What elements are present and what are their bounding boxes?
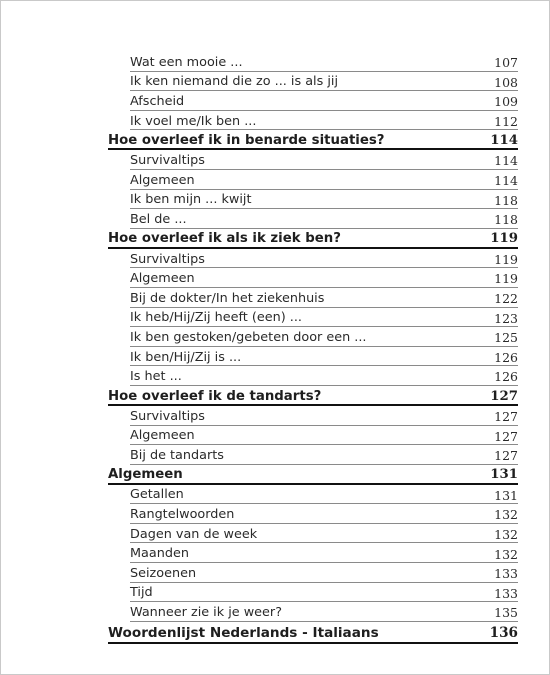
toc-entry — [130, 445, 518, 465]
toc-page-number: 114 — [490, 133, 518, 149]
toc-entry-title: Ik ben gestoken/gebeten door een ... — [130, 329, 367, 345]
toc-entry — [130, 543, 518, 563]
toc-page-number: 132 — [494, 507, 518, 523]
toc-entry-title: Survivaltips — [130, 153, 205, 169]
toc-page-number: 114 — [494, 173, 518, 189]
toc-entry-title: Is het ... — [130, 369, 182, 385]
toc-section-title: Hoe overleef ik in benarde situaties? — [108, 133, 385, 149]
toc-entry — [130, 91, 518, 111]
toc-entry — [130, 249, 518, 269]
toc-section-title: Algemeen — [108, 467, 183, 483]
toc-page-number: 109 — [494, 94, 518, 110]
toc-entry — [130, 52, 518, 72]
toc-entry — [130, 347, 518, 367]
toc-section-title: Hoe overleef ik als ik ziek ben? — [108, 231, 341, 247]
toc-page-number: 119 — [490, 231, 518, 247]
toc-page-number: 108 — [494, 74, 518, 90]
toc-entry-title: Ik ben/Hij/Zij is ... — [130, 349, 242, 365]
toc-entry — [130, 583, 518, 603]
toc-entry — [130, 72, 518, 92]
toc-page-number: 125 — [494, 330, 518, 346]
table-of-contents — [108, 52, 518, 644]
toc-section-heading — [108, 465, 518, 485]
toc-entry — [130, 150, 518, 170]
toc-entry-title: Bij de tandarts — [130, 447, 224, 463]
toc-entry — [130, 602, 518, 622]
toc-entry — [130, 268, 518, 288]
toc-section-title: Hoe overleef ik de tandarts? — [108, 388, 322, 404]
toc-page-number: 131 — [494, 487, 518, 503]
toc-page-number: 122 — [494, 291, 518, 307]
toc-page-number: 133 — [494, 585, 518, 601]
toc-section-heading — [108, 130, 518, 150]
toc-entry — [130, 563, 518, 583]
toc-entry — [130, 504, 518, 524]
toc-entry-title: Dagen van de week — [130, 526, 258, 542]
toc-entry-title: Seizoenen — [130, 565, 197, 581]
toc-page-number: 127 — [494, 409, 518, 424]
toc-section-title: Woordenlijst Nederlands - Italiaans — [108, 625, 379, 642]
toc-entry-title: Wat een mooie ... — [130, 54, 243, 70]
toc-entry-title: Algemeen — [130, 172, 195, 188]
toc-page-number: 127 — [494, 428, 518, 444]
toc-page-number: 118 — [494, 212, 518, 228]
toc-entry — [130, 288, 518, 308]
toc-entry — [130, 111, 518, 131]
toc-entry-title: Survivaltips — [130, 408, 205, 424]
toc-page-number: 135 — [494, 605, 518, 621]
toc-entry-title: Survivaltips — [130, 251, 205, 267]
toc-entry-title: Bel de ... — [130, 211, 187, 227]
toc-page-number: 131 — [490, 467, 518, 483]
toc-page-number: 119 — [494, 251, 518, 267]
toc-page-number: 132 — [494, 546, 518, 562]
toc-page-number: 123 — [494, 310, 518, 326]
toc-page-number: 126 — [494, 349, 518, 365]
toc-entry-title: Getallen — [130, 487, 184, 503]
toc-entry — [130, 485, 518, 505]
toc-page-number: 114 — [494, 153, 518, 169]
toc-section-heading — [108, 229, 518, 249]
toc-entry — [130, 426, 518, 446]
toc-entry — [130, 190, 518, 210]
toc-page-number: 136 — [489, 625, 518, 642]
toc-page-number: 118 — [494, 192, 518, 208]
toc-entry — [130, 308, 518, 328]
toc-entry — [130, 170, 518, 190]
toc-entry-title: Tijd — [130, 585, 153, 601]
toc-entry-title: Algemeen — [130, 428, 195, 444]
toc-section-heading — [108, 622, 518, 644]
toc-page-number: 126 — [494, 369, 518, 385]
toc-entry-title: Ik heb/Hij/Zij heeft (een) ... — [130, 310, 302, 326]
toc-entry — [130, 209, 518, 229]
toc-entry — [130, 524, 518, 544]
toc-entry-title: Ik ben mijn ... kwijt — [130, 192, 252, 208]
toc-page-number: 133 — [494, 566, 518, 582]
toc-entry-title: Algemeen — [130, 271, 195, 287]
toc-page-number: 127 — [490, 388, 518, 404]
toc-page-number: 132 — [494, 526, 518, 542]
toc-entry-title: Afscheid — [130, 93, 185, 109]
toc-entry-title: Ik voel me/Ik ben ... — [130, 113, 257, 129]
toc-page-number: 107 — [494, 55, 518, 71]
toc-entry-title: Rangtelwoorden — [130, 507, 235, 523]
toc-entry-title: Wanneer zie ik je weer? — [130, 605, 282, 621]
toc-page-number: 112 — [494, 113, 518, 129]
toc-entry-title: Bij de dokter/In het ziekenhuis — [130, 290, 325, 306]
toc-entry-title: Maanden — [130, 546, 189, 562]
toc-entry — [130, 406, 518, 426]
toc-entry-title: Ik ken niemand die zo ... is als jij — [130, 74, 338, 90]
toc-page-number: 127 — [494, 448, 518, 464]
toc-page-number: 119 — [494, 271, 518, 287]
toc-entry — [130, 366, 518, 386]
toc-entry — [130, 327, 518, 347]
toc-section-heading — [108, 386, 518, 406]
